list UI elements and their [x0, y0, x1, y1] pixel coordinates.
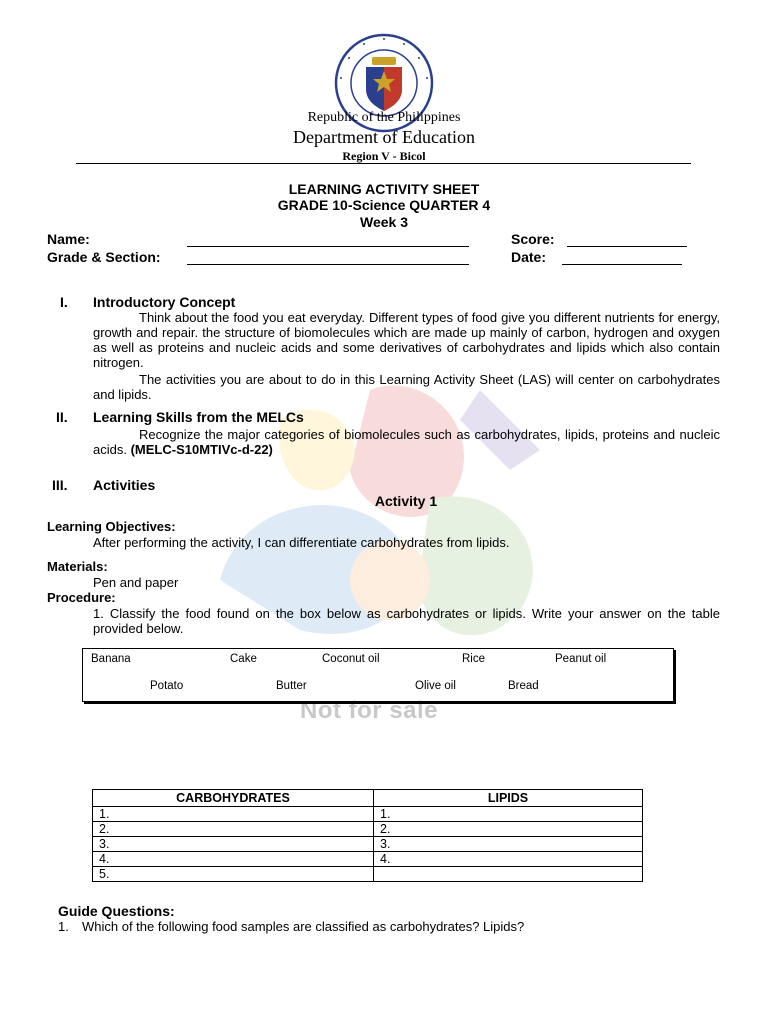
- section-2-title: Learning Skills from the MELCs: [93, 409, 304, 425]
- header-divider: [76, 163, 691, 164]
- section-3-title: Activities: [93, 477, 156, 493]
- sheet-title: LEARNING ACTIVITY SHEET: [288, 181, 480, 197]
- date-label: Date:: [511, 249, 547, 265]
- objectives-label: Learning Objectives:: [47, 519, 176, 534]
- lipids-header: LIPIDS: [374, 790, 643, 807]
- procedure-label: Procedure:: [47, 590, 116, 605]
- classification-table: [92, 789, 643, 882]
- food-item: Peanut oil: [555, 653, 607, 665]
- intro-paragraph-1: Think about the food you eat everyday. Different types of food give you different nutrients for energy, growth and repair. the structure of biomolecules which are made up mainly of carbon, hydrogen and oxygen as well as proteins and nucleic acids and some derivatives of carbohydrates and lipids which also contain nitrogen.: [93, 310, 720, 370]
- date-field[interactable]: [562, 264, 682, 265]
- food-item: Coconut oil: [322, 653, 380, 665]
- table-row: [93, 852, 643, 867]
- melc-paragraph: [93, 427, 720, 457]
- section-2-number: II.: [56, 409, 68, 425]
- section-1-title: Introductory Concept: [93, 294, 236, 310]
- objectives-text: After performing the activity, I can differentiate carbohydrates from lipids.: [93, 535, 510, 550]
- guide-questions-label: Guide Questions:: [58, 903, 175, 919]
- melc-code: (MELC-S10MTIVc-d-22): [130, 442, 273, 457]
- carbohydrate-answer-cell[interactable]: 1.: [93, 807, 374, 822]
- lipid-answer-cell[interactable]: 1.: [374, 807, 643, 822]
- guide-question-text: Which of the following food samples are classified as carbohydrates? Lipids?: [82, 919, 525, 934]
- melc-text: Recognize the major categories of biomolecules such as carbohydrates, lipids, proteins and nucleic acids.: [93, 427, 720, 457]
- week-label: Week 3: [360, 214, 408, 230]
- procedure-text: 1. Classify the food found on the box below as carbohydrates or lipids. Write your answer on the table provided below.: [93, 606, 720, 636]
- lipid-answer-cell[interactable]: 2.: [374, 822, 643, 837]
- food-item: Potato: [150, 680, 184, 692]
- lipid-answer-cell[interactable]: [374, 867, 643, 882]
- food-item: Bread: [508, 680, 539, 692]
- lipid-answer-cell[interactable]: 4.: [374, 852, 643, 867]
- section-1-number: I.: [60, 294, 68, 310]
- food-item: Butter: [276, 680, 307, 692]
- carbohydrate-answer-cell[interactable]: 3.: [93, 837, 374, 852]
- food-item: Olive oil: [415, 680, 456, 692]
- table-row: [93, 822, 643, 837]
- food-item: Rice: [462, 653, 486, 665]
- carbohydrates-header: CARBOHYDRATES: [93, 790, 374, 807]
- score-label: Score:: [511, 231, 555, 247]
- section-3-number: III.: [52, 477, 68, 493]
- sheet-subtitle: GRADE 10-Science QUARTER 4: [277, 197, 491, 213]
- name-field[interactable]: [187, 246, 469, 247]
- name-label: Name:: [47, 231, 90, 247]
- region-label: Region V - Bicol: [342, 149, 426, 163]
- table-row: [93, 837, 643, 852]
- carbohydrate-answer-cell[interactable]: 2.: [93, 822, 374, 837]
- intro-paragraph-2: The activities you are about to do in this Learning Activity Sheet (LAS) will center on carbohydrates and lipids.: [93, 372, 720, 402]
- guide-question-number: 1.: [58, 919, 69, 934]
- department-title: Department of Education: [293, 127, 475, 147]
- table-row: [93, 807, 643, 822]
- materials-label: Materials:: [47, 559, 108, 574]
- watermark-text: Not for sale: [300, 697, 439, 724]
- lipid-answer-cell[interactable]: 3.: [374, 837, 643, 852]
- carbohydrate-answer-cell[interactable]: 4.: [93, 852, 374, 867]
- materials-text: Pen and paper: [93, 575, 179, 590]
- food-item: Cake: [230, 653, 257, 665]
- republic-label: Republic of the Philippines: [307, 110, 461, 125]
- food-item: Banana: [91, 653, 131, 665]
- table-header-row: [93, 790, 643, 807]
- score-field[interactable]: [567, 246, 687, 247]
- grade-section-label: Grade & Section:: [47, 249, 161, 265]
- activity-title: Activity 1: [374, 493, 438, 509]
- carbohydrate-answer-cell[interactable]: 5.: [93, 867, 374, 882]
- table-row: [93, 867, 643, 882]
- grade-section-field[interactable]: [187, 264, 469, 265]
